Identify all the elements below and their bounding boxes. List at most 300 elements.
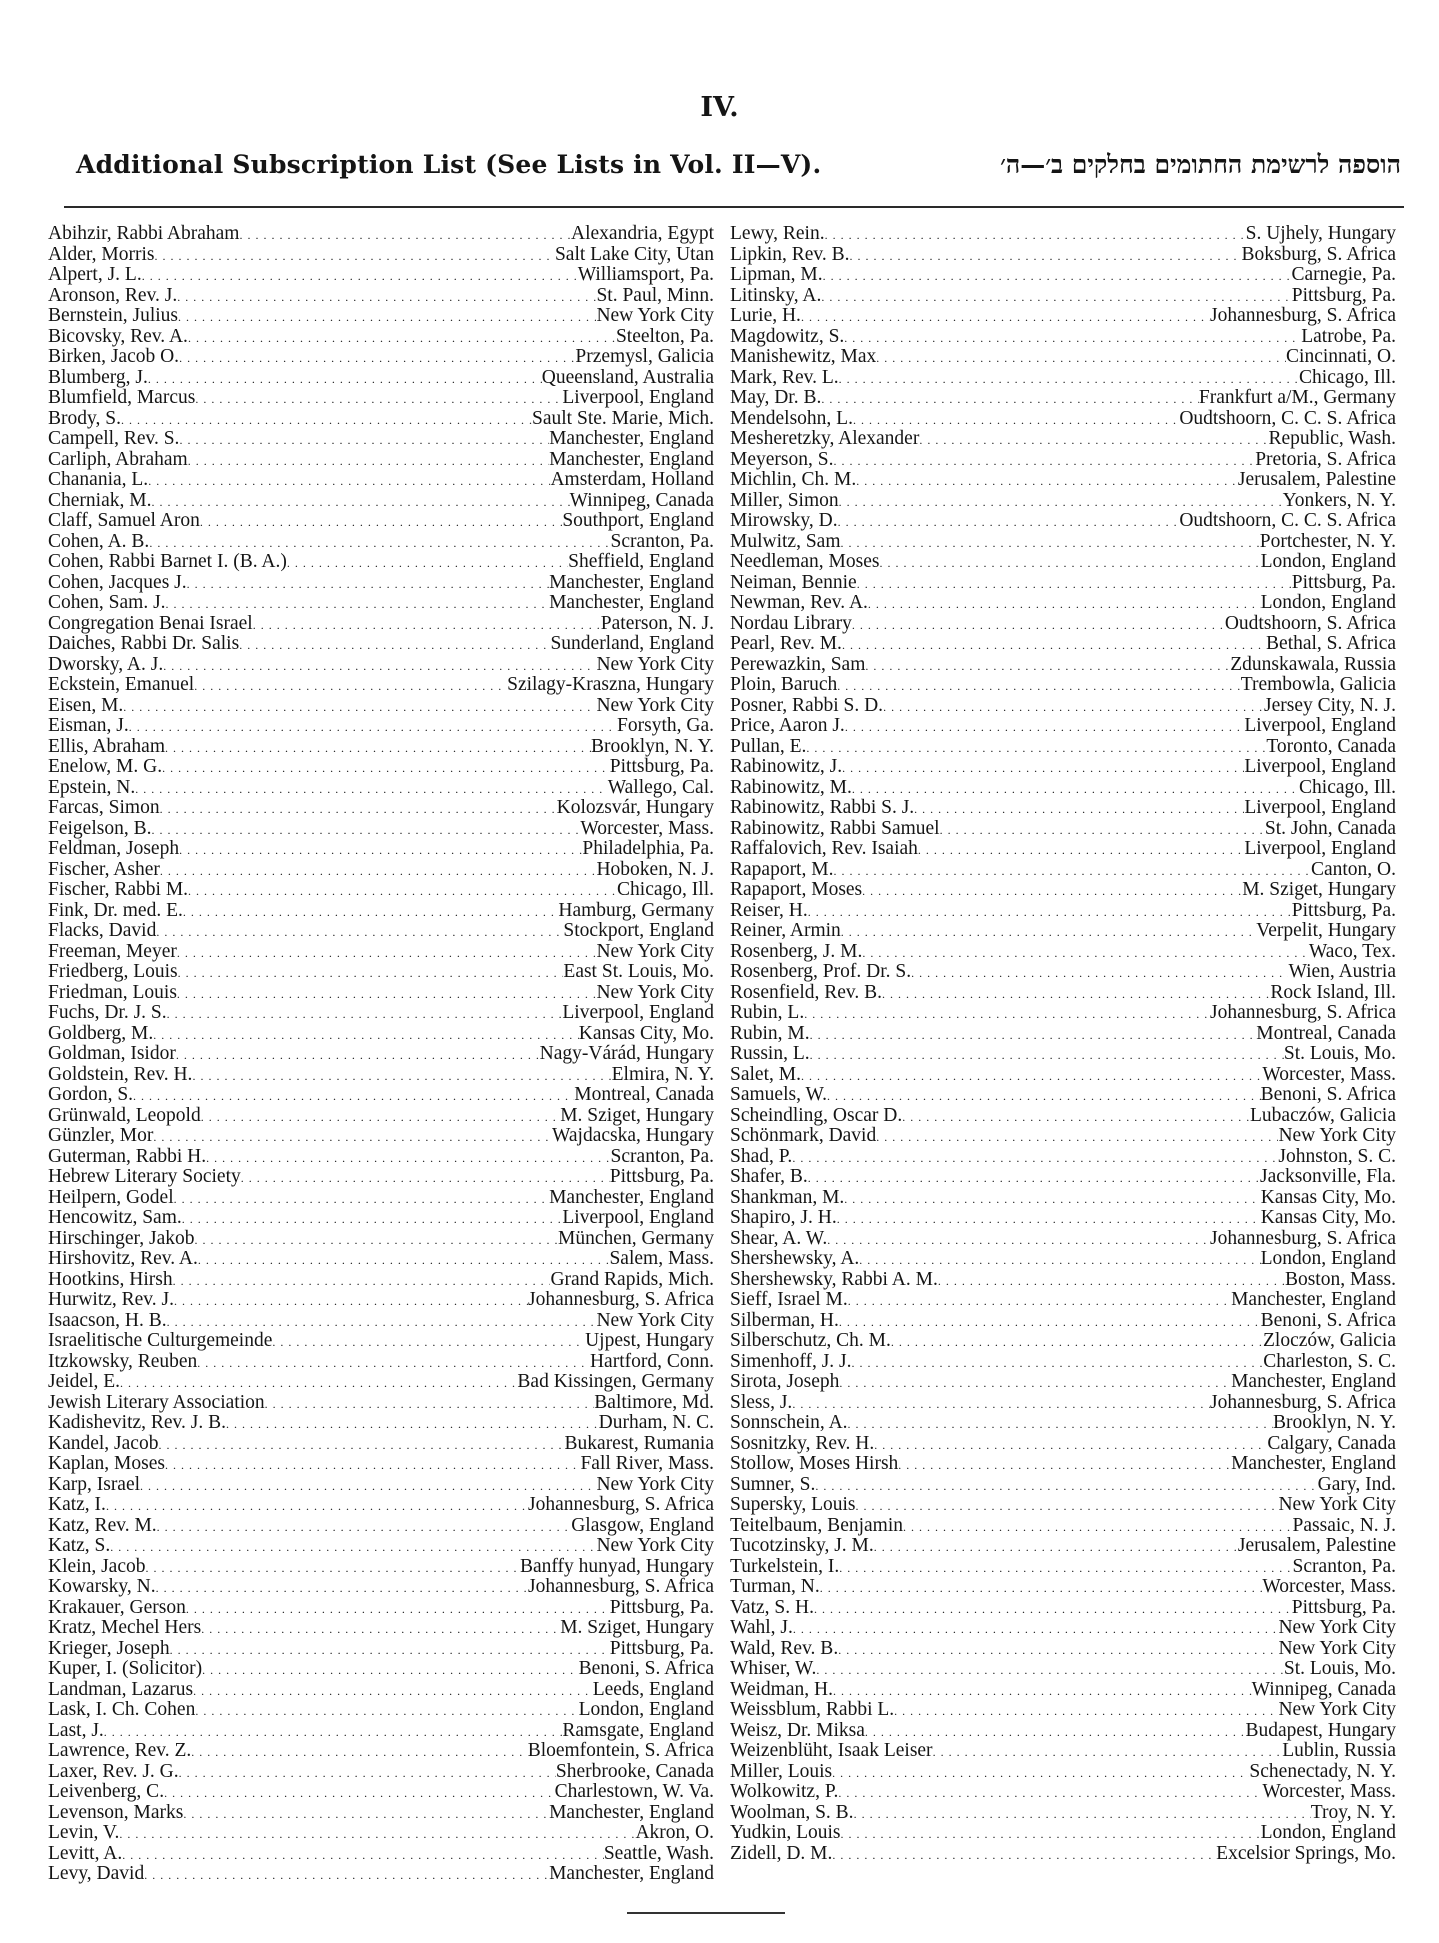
dot-leader [145,1557,519,1578]
subscriber-name: Blumberg, J. [48,367,148,388]
subscriber-place: Lublin, Russia [1282,1741,1396,1761]
dot-leader [226,1413,599,1434]
subscriber-name: Lask, I. Ch. Cohen [48,1700,196,1720]
subscriber-name: Fischer, Asher [48,859,160,880]
subscriber-place: Kansas City, Mo. [1260,1187,1396,1208]
dot-leader [792,1147,1278,1168]
subscriber-entry [730,778,1396,799]
subscriber-place: Charleston, S. C. [1263,1351,1396,1372]
subscriber-place: Liverpool, England [1244,757,1396,777]
subscriber-name: Cohen, Rabbi Barnet I. (B. A.) [48,552,287,572]
subscriber-entry [730,1536,1396,1557]
subscriber-place: Ujpest, Hungary [585,1331,714,1351]
subscriber-entry [48,1229,714,1250]
subscriber-name: Eisman, J. [48,716,129,736]
subscriber-entry [730,450,1396,471]
subscriber-place: Johannesburg, S. Africa [528,1290,714,1310]
subscriber-place: London, England [1260,552,1396,572]
dot-leader [823,265,1292,286]
subscriber-place: Sunderland, England [550,634,714,654]
subscriber-entry [48,1147,714,1168]
subscriber-place: Scranton, Pa. [610,1146,714,1167]
subscriber-entry [730,1803,1396,1824]
subscriber-place: Brooklyn, N. Y. [1273,1413,1396,1433]
subscriber-entry [48,1598,714,1619]
subscriber-place: Yonkers, N. Y. [1282,490,1396,511]
subscriber-place: Wajdacska, Hungary [552,1126,714,1146]
subscriber-name: Kowarsky, N. [48,1577,156,1597]
subscriber-entry [48,1782,714,1803]
subscriber-entry [730,1065,1396,1086]
subscriber-place: Pittsburg, Pa. [1291,285,1396,306]
subscriber-name: Kaplan, Moses [48,1454,165,1474]
dot-leader [202,1659,578,1680]
subscriber-place: Elmira, N. Y. [611,1064,714,1085]
subscriber-name: Rosenberg, Prof. Dr. S. [730,962,912,982]
subscriber-place: Manchester, England [549,572,714,593]
dot-leader [837,1208,1261,1229]
subscriber-place: Latrobe, Pa. [1301,326,1396,347]
subscriber-entry [730,798,1396,819]
footer-rule [627,1912,785,1914]
subscriber-entry [730,1003,1396,1024]
subscriber-name: Katz, Rev. M. [48,1515,157,1536]
subscriber-name: Shershewsky, Rabbi A. M. [730,1269,938,1290]
subscriber-place: New York City [1278,1126,1396,1146]
subscriber-entry [48,552,714,573]
subscriber-place: Hamburg, Germany [558,900,714,921]
dot-leader [272,1331,585,1352]
dot-leader [868,593,1261,614]
subscriber-entry [730,737,1396,758]
subscriber-name: Landman, Lazarus [48,1679,194,1700]
subscriber-place: New York City [596,1310,714,1331]
subscriber-name: Laxer, Rev. J. G. [48,1761,179,1782]
subscriber-place: Benoni, S. Africa [1260,1310,1396,1331]
dot-leader [149,532,610,553]
dot-leader [815,1475,1317,1496]
page-number: IV. [700,92,739,123]
subscriber-name: Brody, S. [48,408,121,429]
subscriber-place: Philadelphia, Pa. [582,839,714,859]
subscriber-entry [730,1577,1396,1598]
subscriber-entry [48,1639,714,1660]
subscriber-place: Scranton, Pa. [610,531,714,552]
subscriber-place: Pittsburg, Pa. [1291,572,1396,593]
subscriber-place: Kansas City, Mo. [578,1023,714,1044]
subscriber-place: New York City [1278,1495,1396,1515]
dot-leader [179,429,549,450]
subscriber-name: Lipman, M. [730,265,823,285]
subscriber-entry [48,1659,714,1680]
subscriber-name: Claff, Samuel Aron [48,511,200,531]
dot-leader [178,306,596,327]
subscriber-entry [730,860,1396,881]
subscriber-entry [730,983,1396,1004]
subscriber-place: Sault Ste. Marie, Mich. [532,408,714,429]
subscriber-entry [730,327,1396,348]
dot-leader [839,1557,1292,1578]
subscriber-entry [48,1126,714,1147]
dot-leader [176,1044,540,1065]
subscriber-name: Feldman, Joseph [48,839,180,859]
subscriber-entry [48,634,714,655]
dot-leader [133,1085,574,1106]
dot-leader [827,1229,1210,1250]
subscriber-name: Friedman, Louis [48,982,177,1003]
dot-leader [838,1639,1278,1660]
dot-leader [153,1126,552,1147]
subscriber-name: Lewy, Rein. [730,224,825,244]
subscriber-place: Johannesburg, S. Africa [528,1577,714,1597]
dot-leader [844,1188,1260,1209]
subscriber-name: Goldstein, Rev. H. [48,1064,193,1085]
subscriber-entry [48,983,714,1004]
subscriber-name: Weizenblüht, Isaak Leiser [730,1741,933,1761]
subscriber-name: Hurwitz, Rev. J. [48,1290,175,1310]
subscriber-name: Rabinowitz, Rabbi Samuel [730,818,940,839]
subscriber-place: Trembowla, Galicia [1240,675,1396,695]
subscriber-entry [730,388,1396,409]
dot-leader [902,1106,1250,1127]
subscriber-place: Williamsport, Pa. [577,265,714,285]
subscriber-entry [730,470,1396,491]
dot-leader [839,1372,1231,1393]
subscriber-entry [730,245,1396,266]
subscriber-name: Reiser, H. [730,900,808,921]
dot-leader [839,1311,1261,1332]
subscriber-place: Steelton, Pa. [615,326,714,347]
subscriber-name: Dworsky, A. J. [48,654,164,675]
subscriber-place: New York City [1278,1700,1396,1720]
subscriber-entry [730,286,1396,307]
subscriber-entry [730,491,1396,512]
subscriber-place: Forsyth, Ga. [617,716,714,736]
subscriber-entry [730,1352,1396,1373]
subscriber-place: London, England [1260,1823,1396,1843]
subscriber-entry [730,962,1396,983]
subscriber-place: Worcester, Mass. [1262,1064,1396,1085]
subscriber-place: Southport, England [562,511,714,531]
subscriber-place: New York City [596,982,714,1003]
subscriber-entry [48,819,714,840]
subscriber-entry [730,1331,1396,1352]
subscriber-place: Boksburg, S. Africa [1241,244,1396,265]
dot-leader [144,1864,549,1885]
subscriber-name: Needleman, Moses [730,552,880,572]
subscriber-entry [48,1721,714,1742]
subscriber-entry [48,1167,714,1188]
subscriber-entry [48,347,714,368]
dot-leader [151,491,569,512]
dot-leader [177,286,596,307]
subscriber-place: Banffy hunyad, Hungary [519,1556,714,1577]
subscriber-name: Newman, Rev. A. [730,593,868,613]
subscriber-entry [48,1208,714,1229]
subscriber-entry [48,491,714,512]
subscriber-place: London, England [578,1700,714,1720]
dot-leader [814,1598,1292,1619]
dot-leader [793,1618,1279,1639]
subscriber-place: Republic, Wash. [1268,429,1396,449]
subscriber-entry [48,1290,714,1311]
subscriber-entry [48,1823,714,1844]
dot-leader [191,1741,527,1762]
subscriber-entry [48,1700,714,1721]
subscriber-place: Hartford, Conn. [589,1351,714,1372]
subscriber-name: Supersky, Louis [730,1495,856,1515]
dot-leader [163,655,596,676]
subscriber-name: Guterman, Rabbi H. [48,1146,207,1167]
dot-leader [200,511,562,532]
subscriber-name: Birken, Jacob O. [48,347,180,367]
subscriber-place: Calgary, Canada [1267,1433,1396,1454]
subscriber-entry [48,511,714,532]
dot-leader [827,1085,1261,1106]
subscriber-entry [730,880,1396,901]
dot-leader [265,1393,595,1414]
subscriber-place: Manchester, England [549,429,714,449]
subscriber-place: Pittsburg, Pa. [609,757,714,777]
subscriber-entry [48,1557,714,1578]
subscriber-entry [48,778,714,799]
subscriber-entry [48,409,714,430]
dot-leader [156,921,563,942]
subscriber-entry [730,1495,1396,1516]
subscriber-place: New York City [596,1474,714,1495]
subscriber-entry [730,1475,1396,1496]
dot-leader [850,245,1242,266]
subscriber-name: Last, J. [48,1720,104,1741]
subscriber-entry [730,224,1396,245]
subscriber-entry [730,409,1396,430]
subscriber-place: Salt Lake City, Utan [554,244,714,265]
subscriber-name: Mendelsohn, L. [730,408,853,429]
subscriber-place: Leeds, England [592,1679,714,1700]
subscriber-entry [48,1680,714,1701]
subscriber-place: Bethal, S. Africa [1266,634,1396,654]
subscriber-place: Jerusalem, Palestine [1237,470,1396,490]
subscriber-entry [730,1393,1396,1414]
subscriber-entry [730,1229,1396,1250]
subscriber-entry [730,1413,1396,1434]
subscriber-place: Wallego, Cal. [607,777,714,798]
dot-leader [821,388,1199,409]
subscriber-entry [48,1495,714,1516]
dot-leader [833,1680,1252,1701]
subscriber-place: East St. Louis, Mo. [563,962,714,982]
subscriber-name: Hebrew Literary Society [48,1167,241,1187]
subscriber-place: St. Paul, Minn. [596,285,714,306]
subscriber-entry [730,1557,1396,1578]
dot-leader [855,1495,1278,1516]
subscriber-name: Turman, N. [730,1577,820,1597]
dot-leader [833,860,1311,881]
subscriber-entry [730,819,1396,840]
subscriber-name: Lawrence, Rev. Z. [48,1741,192,1761]
list-heading [76,150,1401,190]
subscriber-place: Paterson, N. J. [600,613,714,634]
dot-leader [806,737,1266,758]
dot-leader [178,962,564,983]
subscriber-name: Levitt, A. [48,1843,123,1864]
subscriber-place: Canton, O. [1310,859,1396,880]
dot-leader [201,1106,560,1127]
subscriber-name: Wahl, J. [730,1618,793,1638]
subscriber-entry [730,1188,1396,1209]
subscriber-entry [48,1044,714,1065]
subscriber-entry [48,224,714,245]
dot-leader [198,1249,610,1270]
subscriber-entry [48,675,714,696]
dot-leader [801,1065,1262,1086]
subscriber-place: Verpelit, Hungary [1256,921,1396,941]
subscriber-place: Alexandria, Egypt [571,224,714,244]
dot-leader [848,1413,1273,1434]
subscriber-entry [48,1516,714,1537]
dot-leader [110,1536,596,1557]
subscriber-name: Rapaport, M. [730,859,834,880]
subscriber-place: Liverpool, England [562,1003,714,1023]
subscriber-name: Epstein, N. [48,777,136,798]
dot-leader [874,1434,1267,1455]
subscriber-name: Farcas, Simon [48,798,160,818]
subscriber-name: Jewish Literary Association [48,1392,265,1413]
dot-leader [179,347,575,368]
subscriber-entry [48,1065,714,1086]
subscriber-place: Sheffield, England [568,552,714,572]
subscriber-name: Bernstein, Julius [48,306,178,326]
dot-leader [914,798,1244,819]
subscriber-entry [48,798,714,819]
dot-leader [816,1659,1283,1680]
dot-leader [177,983,597,1004]
subscriber-name: Scheindling, Oscar D. [730,1105,903,1126]
subscriber-name: Rubin, M. [730,1023,810,1044]
subscriber-entry [48,532,714,553]
subscriber-place: New York City [1278,1638,1396,1659]
subscriber-name: Lipkin, Rev. B. [730,244,850,265]
subscriber-place: Carnegie, Pa. [1291,265,1396,285]
subscriber-name: Eisen, M. [48,695,124,716]
dot-leader [810,1024,1257,1045]
subscriber-place: Waco, Tex. [1308,941,1396,962]
dot-leader [119,1823,635,1844]
subscriber-entry [730,675,1396,696]
subscriber-place: Montreal, Canada [574,1085,714,1105]
subscriber-name: Friedberg, Louis [48,962,178,982]
subscriber-name: Daiches, Rabbi Dr. Salis [48,634,240,654]
dot-leader [177,942,597,963]
heading-english: Additional Subscription List (See Lists in Vol. II—V). [76,150,822,179]
dot-leader [859,1249,1260,1270]
subscriber-name: Heilpern, Godel [48,1187,174,1208]
subscriber-name: Miller, Simon [730,490,839,511]
dot-leader [808,901,1292,922]
subscriber-entry [48,327,714,348]
dot-leader [854,1803,1311,1824]
subscriber-place: Johannesburg, S. Africa [1210,306,1396,326]
dot-leader [820,1577,1263,1598]
subscriber-place: New York City [596,654,714,675]
left-column [48,224,714,1885]
subscriber-entry [48,1188,714,1209]
subscriber-place: Brooklyn, N. Y. [591,736,714,757]
subscriber-place: Grand Rapids, Mich. [550,1269,714,1290]
subscriber-place: New York City [596,941,714,962]
subscriber-entry [48,1762,714,1783]
dot-leader [856,470,1238,491]
subscriber-place: Hoboken, N. J. [596,859,714,880]
subscriber-name: Cohen, Sam. J. [48,593,166,613]
subscriber-place: Queensland, Australia [541,367,714,388]
subscriber-place: Chicago, Ill. [617,880,714,900]
subscriber-place: Worcester, Mass. [580,818,714,839]
dot-leader [194,675,507,696]
dot-leader [148,470,550,491]
subscriber-entry [48,1270,714,1291]
subscriber-name: Michlin, Ch. M. [730,470,857,490]
dot-leader [140,1475,596,1496]
subscriber-place: Gary, Ind. [1317,1474,1396,1495]
subscriber-entry [48,1577,714,1598]
subscriber-name: Kuper, I. (Solicitor) [48,1659,203,1679]
dot-leader [857,573,1292,594]
subscriber-name: Sirota, Joseph [730,1372,840,1392]
subscriber-place: Szilagy-Kraszna, Hungary [507,675,714,695]
dot-leader [170,1639,610,1660]
dot-leader [239,634,550,655]
subscriber-entry [48,1803,714,1824]
subscriber-name: Krakauer, Gerson [48,1597,186,1618]
subscriber-place: Boston, Mass. [1284,1269,1396,1290]
subscriber-entry [730,696,1396,717]
dot-leader [792,1393,1210,1414]
subscriber-place: Excelsior Springs, Mo. [1216,1843,1396,1864]
subscriber-name: Raffalovich, Rev. Isaiah [730,839,918,859]
subscriber-name: Whiser, W. [730,1659,817,1679]
subscriber-place: Nagy-Várád, Hungary [539,1044,714,1064]
subscriber-entry [48,1311,714,1332]
dot-leader [165,1454,580,1475]
dot-leader [120,1372,517,1393]
subscriber-name: Shad, P. [730,1146,793,1167]
subscriber-place: Akron, O. [635,1823,714,1843]
subscriber-name: Leivenberg, C. [48,1782,165,1802]
subscriber-place: Oudtshoorn, S. Africa [1224,613,1396,634]
dot-leader [918,839,1244,860]
subscriber-entry [730,347,1396,368]
subscriber-name: Abihzir, Rabbi Abraham [48,224,240,244]
subscriber-name: Goldman, Isidor [48,1044,176,1064]
subscriber-place: St. Louis, Mo. [1283,1044,1396,1064]
subscriber-entry [730,552,1396,573]
subscriber-entry [730,614,1396,635]
subscriber-entry [48,1393,714,1414]
subscriber-name: Hootkins, Hirsh [48,1269,173,1290]
subscriber-place: Scranton, Pa. [1292,1556,1396,1577]
subscriber-entry [730,1516,1396,1537]
dot-leader [841,921,1256,942]
subscriber-place: Charlestown, W. Va. [554,1782,714,1802]
dot-leader [852,614,1225,635]
subscriber-entry [730,1311,1396,1332]
subscriber-name: Fischer, Rabbi M. [48,880,189,900]
subscriber-entry [730,1659,1396,1680]
subscriber-entry [48,1003,714,1024]
subscriber-place: Johnston, S. C. [1278,1146,1396,1167]
subscriber-place: Liverpool, England [562,1208,714,1228]
